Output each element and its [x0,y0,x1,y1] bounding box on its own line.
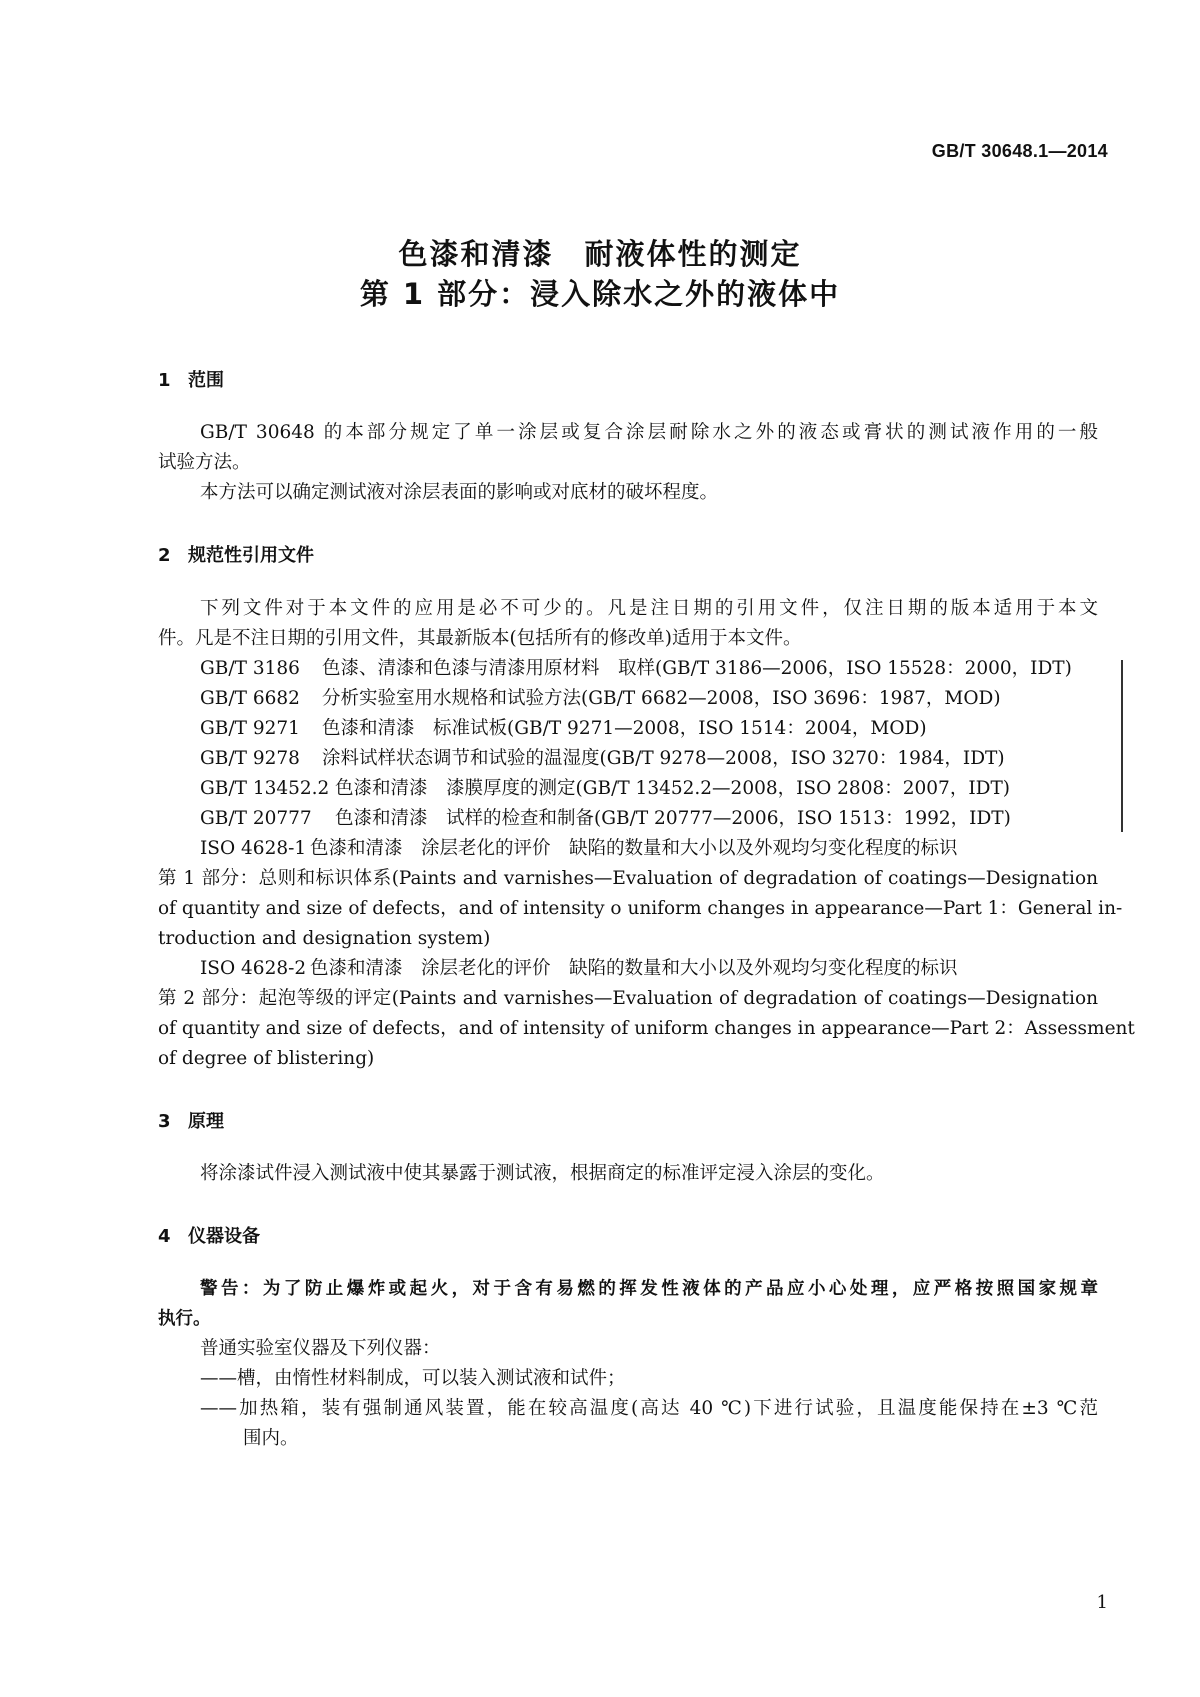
reference-text: 色漆和清漆 试样的检查和制备(GB/T 20777—2006，ISO 1513：1992，IDT) [335,808,1011,829]
page-number: 1 [1096,1592,1108,1613]
normative-intro-line-2: 件。凡是不注日期的引用文件，其最新版本(包括所有的修改单)适用于本文件。 [158,628,802,649]
reference-text: 分析实验室用水规格和试验方法(GB/T 6682—2008，ISO 3696：1987，MOD) [322,688,1001,709]
reference-item [200,804,1011,834]
iso-4628-2-line-3: of quantity and size of defects，and of intensity of uniform changes in appearance—Part 2：Assessment [158,1018,1135,1039]
section-number: 3 [158,1111,171,1132]
reference-text: 色漆和清漆 标准试板(GB/T 9271—2008，ISO 1514：2004，MOD) [322,718,927,739]
margin-bar [1121,660,1123,832]
reference-code: GB/T 13452.2 [200,778,330,799]
section-heading-normative-references [158,541,314,567]
scope-paragraph-2: 本方法可以确定测试液对涂层表面的影响或对底材的破坏程度。 [200,482,719,503]
reference-item [200,714,927,744]
section-heading-principle [158,1107,224,1133]
section-number: 2 [158,545,171,566]
normative-intro-line-1: 下列文件对于本文件的应用是必不可少的。凡是注日期的引用文件，仅注日期的版本适用于本文 [200,598,1098,619]
section-title: 规范性引用文件 [188,545,314,566]
iso-4628-2-line-4: of degree of blistering) [158,1048,375,1069]
section-title: 范围 [188,370,224,391]
reference-code: GB/T 9278 [200,748,300,769]
reference-code: GB/T 3186 [200,658,300,679]
iso-4628-2-line-1 [200,954,958,984]
section-number: 4 [158,1226,171,1247]
iso-4628-1-line-1 [200,834,958,864]
iso-4628-2-line-2: 第 2 部分：起泡等级的评定(Paints and varnishes—Evaluation of degradation of coatings—Designation [158,988,1098,1009]
principle-paragraph: 将涂漆试件浸入测试液中使其暴露于测试液，根据商定的标准评定浸入涂层的变化。 [200,1163,885,1184]
section-heading-scope [158,366,224,392]
apparatus-item-oven-line-1: ——加热箱，装有强制通风装置，能在较高温度(高达 40 ℃)下进行试验，且温度能保持在±3 ℃范 [200,1398,1098,1419]
warning-line-1: 警告：为了防止爆炸或起火，对于含有易燃的挥发性液体的产品应小心处理，应严格按照国家规章 [200,1279,1098,1299]
apparatus-intro: 普通实验室仪器及下列仪器： [200,1338,441,1359]
section-title: 原理 [188,1111,224,1132]
reference-text: 色漆、清漆和色漆与清漆用原材料 取样(GB/T 3186—2006，ISO 15528：2000，IDT) [322,658,1072,679]
reference-code: GB/T 6682 [200,688,300,709]
section-heading-apparatus [158,1222,260,1248]
reference-item [200,654,1072,684]
title-line-1: 色漆和清漆 耐液体性的测定 [398,237,802,271]
reference-code: ISO 4628-1 [200,838,307,859]
reference-code: ISO 4628-2 [200,958,307,979]
reference-code: GB/T 20777 [200,808,312,829]
reference-text: 色漆和清漆 涂层老化的评价 缺陷的数量和大小以及外观均匀变化程度的标识 [310,838,958,859]
iso-4628-1-line-2: 第 1 部分：总则和标识体系(Paints and varnishes—Evaluation of degradation of coatings—Designation [158,868,1098,889]
scope-paragraph-line-2: 试验方法。 [158,452,251,473]
apparatus-item-tank: ——槽，由惰性材料制成，可以装入测试液和试件； [200,1368,626,1389]
standard-code: GB/T 30648.1—2014 [931,141,1108,161]
reference-text: 色漆和清漆 漆膜厚度的测定(GB/T 13452.2—2008，ISO 2808：2007，IDT) [335,778,1011,799]
iso-4628-1-line-3: of quantity and size of defects，and of intensity o uniform changes in appearance—Part 1：General in- [158,898,1123,919]
reference-item [200,684,1001,714]
reference-item [200,774,1010,804]
title-line-2: 第 1 部分：浸入除水之外的液体中 [359,277,841,311]
scope-paragraph-line-1: GB/T 30648 的本部分规定了单一涂层或复合涂层耐除水之外的液态或膏状的测试液作用的一般 [200,422,1098,443]
section-number: 1 [158,370,171,391]
reference-item [200,744,1005,774]
reference-code: GB/T 9271 [200,718,300,739]
section-title: 仪器设备 [188,1226,260,1247]
iso-4628-1-line-4: troduction and designation system) [158,928,491,949]
apparatus-item-oven-line-2: 围内。 [243,1428,299,1449]
warning-line-2: 执行。 [158,1309,211,1329]
reference-text: 色漆和清漆 涂层老化的评价 缺陷的数量和大小以及外观均匀变化程度的标识 [310,958,958,979]
reference-text: 涂料试样状态调节和试验的温湿度(GB/T 9278—2008，ISO 3270：1984，IDT) [322,748,1005,769]
